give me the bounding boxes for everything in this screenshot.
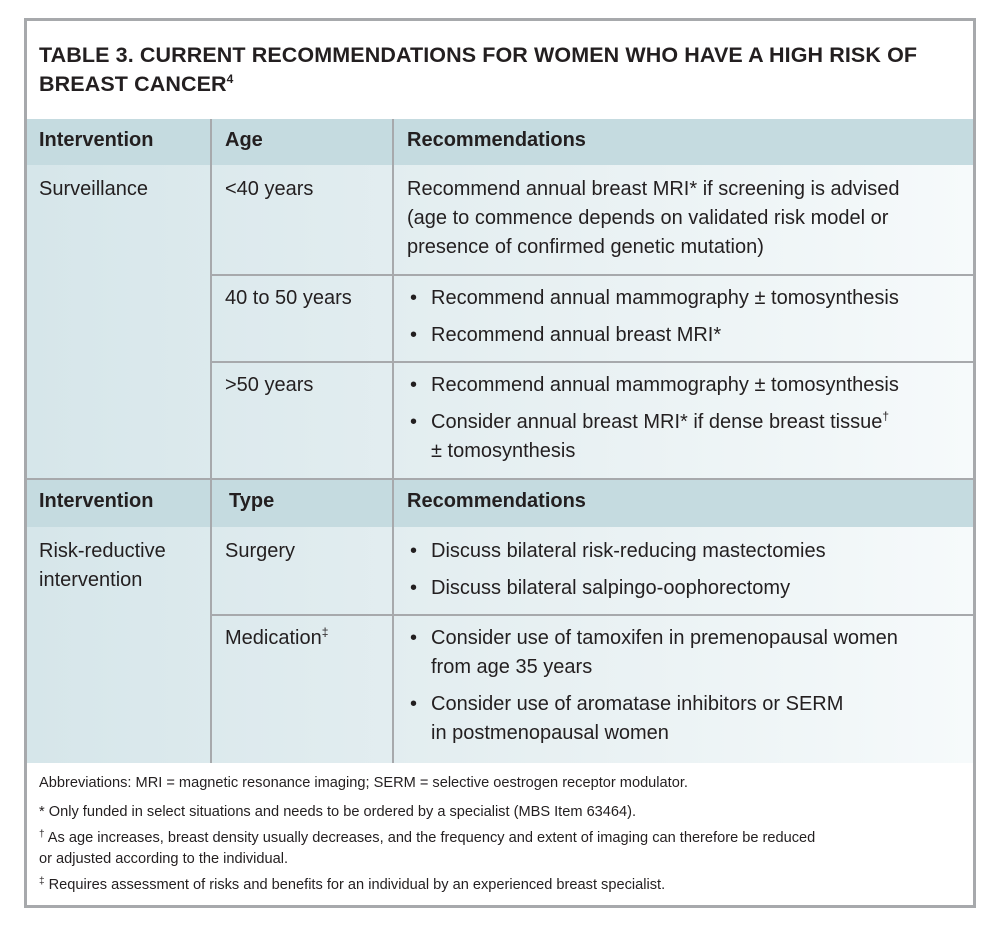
type-surgery: Surgery — [225, 540, 296, 562]
list-item — [407, 408, 967, 466]
list-item: • Discuss bilateral salpingo-oophorectomy — [407, 574, 967, 603]
header-cell — [210, 119, 392, 165]
double-dagger-symbol: ‡ — [39, 876, 45, 887]
row-divider — [212, 361, 973, 363]
bullet-line: in postmenopausal women — [431, 722, 669, 744]
header-age: Age — [225, 129, 263, 151]
recommendations-column — [392, 527, 973, 763]
header-cell — [392, 480, 973, 527]
section1-header-row — [27, 119, 973, 165]
footnote-line: or adjusted according to the individual. — [39, 851, 289, 867]
footnote-star: * Only funded in select situations and needs to be ordered by a specialist (MBS Item 63464). — [39, 804, 637, 820]
header-cell — [27, 480, 210, 527]
double-dagger-mark: ‡ — [321, 625, 329, 639]
row-divider — [212, 614, 973, 616]
intervention-line: intervention — [39, 569, 143, 591]
list-item: • Discuss bilateral risk-reducing mastectomies — [407, 537, 967, 566]
list-item: • Recommend annual mammography ± tomosynthesis — [407, 371, 967, 400]
header-intervention: Intervention — [39, 129, 154, 151]
dagger-symbol: † — [39, 829, 45, 840]
recommendations-40-to-50 — [407, 284, 967, 358]
dagger-mark: † — [882, 409, 890, 423]
intervention-cell — [27, 527, 210, 763]
header-intervention: Intervention — [39, 490, 154, 512]
intervention-cell — [27, 165, 210, 478]
list-item — [407, 624, 967, 682]
title-reference: 4 — [226, 72, 234, 86]
footnote-text: Requires assessment of risks and benefits for an individual by an experienced breast specialist. — [44, 877, 666, 893]
table-frame — [24, 18, 976, 908]
recommendations-over-50 — [407, 371, 967, 474]
recommendation-under-40 — [407, 175, 899, 262]
table-title — [39, 41, 959, 99]
section1-body — [27, 165, 973, 478]
recommendations-surgery — [407, 537, 967, 611]
header-cell — [392, 119, 973, 165]
header-recommendations: Recommendations — [407, 129, 586, 151]
recommendation-line: Recommend annual breast MRI* if screening is advised — [407, 178, 900, 200]
list-item — [407, 690, 967, 748]
recommendation-line: (age to commence depends on validated risk model or — [407, 207, 889, 229]
type-column — [210, 527, 392, 763]
bullet-line: • Consider use of aromatase inhibitors or SERM — [431, 693, 844, 715]
bullet-text: Consider annual breast MRI* if dense breast tissue — [431, 411, 883, 433]
footnote-line: As age increases, breast density usually decreases, and the frequency and extent of imaging can therefore be reduced — [44, 830, 816, 846]
section2-body — [27, 527, 973, 763]
header-cell — [27, 119, 210, 165]
bullet-line: from age 35 years — [431, 656, 593, 678]
type-medication-label: Medication — [225, 627, 322, 649]
header-type: Type — [229, 490, 275, 512]
intervention-risk-reductive — [39, 537, 166, 595]
row-divider — [212, 274, 973, 276]
section2-header-row — [27, 480, 973, 527]
age-over-50: >50 years — [225, 374, 314, 396]
age-under-40: <40 years — [225, 178, 314, 200]
recommendations-column — [392, 165, 973, 478]
bullet-line: • Consider use of tamoxifen in premenopausal women — [431, 627, 898, 649]
intervention-line: Risk-reductive — [39, 540, 166, 562]
age-40-to-50: 40 to 50 years — [225, 287, 352, 309]
age-column — [210, 165, 392, 478]
recommendation-line: presence of confirmed genetic mutation) — [407, 236, 764, 258]
header-recommendations: Recommendations — [407, 490, 586, 512]
table-title-text: TABLE 3. CURRENT RECOMMENDATIONS FOR WOMEN WHO HAVE A HIGH RISK OF BREAST CANCER — [39, 43, 918, 96]
footnote-double-dagger — [39, 875, 969, 896]
header-cell — [210, 480, 392, 527]
type-medication — [225, 624, 328, 653]
bullet-continuation: ± tomosynthesis — [431, 440, 576, 462]
abbreviations-note: Abbreviations: MRI = magnetic resonance imaging; SERM = selective oestrogen receptor modulator. — [39, 775, 688, 791]
table-footnotes — [39, 773, 969, 901]
list-item: • Recommend annual breast MRI* — [407, 321, 967, 350]
list-item: • Recommend annual mammography ± tomosynthesis — [407, 284, 967, 313]
recommendations-medication — [407, 624, 967, 756]
footnote-dagger — [39, 828, 969, 870]
intervention-surveillance: Surveillance — [39, 178, 148, 200]
